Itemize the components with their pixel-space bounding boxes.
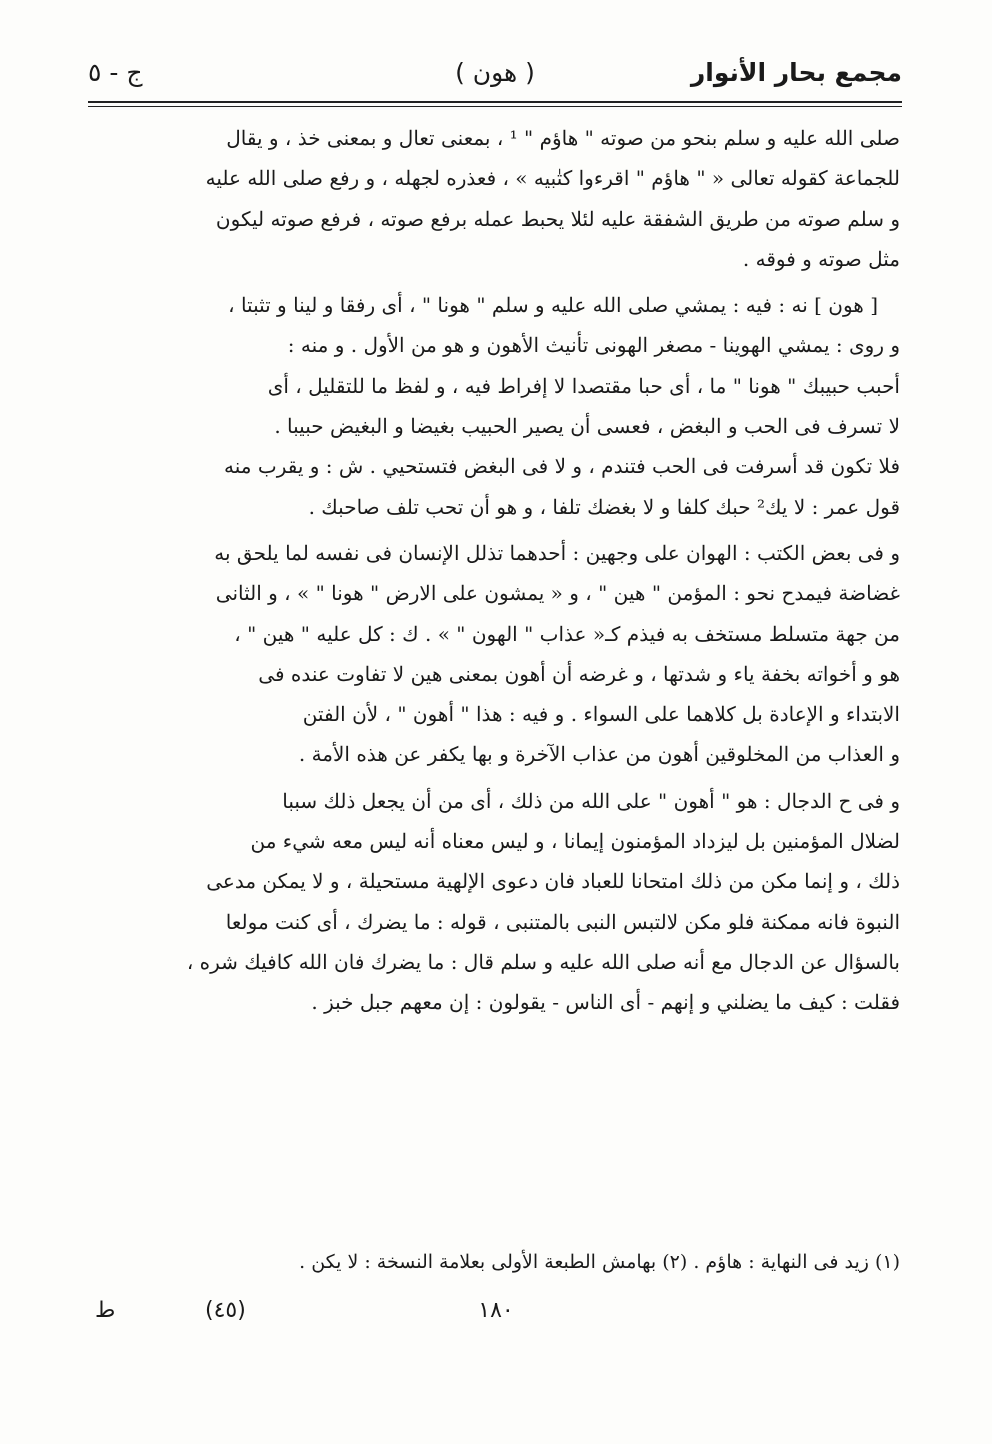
text-line: و فى بعض الكتب : الهوان على وجهين : أحدهما تذلل الإنسان فى نفسه لما يلحق به bbox=[214, 540, 900, 565]
text-line: الابتداء و الإعادة بل كلاهما على السواء . و فيه : هذا " أهون " ، لأن الفتن bbox=[302, 702, 900, 727]
body-text bbox=[92, 118, 900, 1023]
text-line: ذلك ، و إنما مكن من ذلك امتحانا للعباد فان دعوى الإلهية مستحيلة ، و لا يمكن مدعى bbox=[206, 869, 900, 894]
paragraph bbox=[92, 118, 900, 279]
text-line: بالسؤال عن الدجال مع أنه صلى الله عليه و سلم قال : ما يضرك فان الله كافيك شره ، bbox=[186, 949, 900, 974]
text-line: و روى : يمشي الهوينا - مصغر الهونى تأنيث الأهون و هو من الأول . و منه : bbox=[287, 333, 900, 358]
running-header bbox=[88, 52, 902, 96]
printer-mark: ط bbox=[95, 1298, 116, 1323]
paragraph bbox=[92, 285, 900, 527]
text-line: صلى الله عليه و سلم بنحو من صوته " هاؤم " ¹ ، بمعنى تعال و بمعنى خذ ، و يقال bbox=[226, 126, 900, 150]
text-line: النبوة فانه ممكنة فلو مكن لالتبس النبى بالمتنبى ، قوله : ما يضرك ، أى كنت مولعا bbox=[225, 909, 900, 934]
text-line: للجماعة كقوله تعالى « " هاؤم " اقرءوا كتٰبيه » ، فعذره لجهله ، و رفع صلى الله عليه bbox=[205, 166, 900, 191]
text-line: قول عمر : لا يك² حبك كلفا و لا بغضك تلفا ، و هو أن تحب تلف صاحبك . bbox=[308, 494, 900, 519]
entry-heading-line: [ هون ] نه : فيه : يمشي صلى الله عليه و سلم " هونا " ، أى رفقا و لينا و تثبتا ، bbox=[228, 293, 878, 318]
text-line: لضلال المؤمنين بل ليزداد المؤمنون إيمانا ، و ليس معناه أنه ليس معه شيء من bbox=[250, 829, 900, 854]
paragraph bbox=[92, 781, 900, 1023]
text-line: لا تسرف فى الحب و البغض ، فعسى أن يصير الحبيب بغيضا و البغيض حبيبا . bbox=[274, 414, 900, 439]
page-number: ١٨٠ bbox=[478, 1298, 514, 1323]
volume-label: ج - ٥ bbox=[88, 58, 143, 87]
text-line: غضاضة فيمدح نحو : المؤمن " هين " ، و « يمشون على الارض " هونا " » ، و الثانى bbox=[215, 581, 900, 606]
book-title: مجمع بحار الأنوار bbox=[690, 58, 902, 87]
text-line: و فى ح الدجال : هو " أهون " على الله من ذلك ، أى من أن يجعل ذلك سببا bbox=[282, 788, 900, 813]
text-line: هو و أخواته بخفة ياء و شدتها ، و غرضه أن أهون بمعنى هين لا تفاوت عنده فى bbox=[258, 661, 900, 686]
text-line: و العذاب من المخلوقين أهون من عذاب الآخرة و بها يكفر عن هذه الأمة . bbox=[298, 742, 900, 767]
text-line: فلا تكون قد أسرفت فى الحب فتندم ، و لا فى البغض فتستحيي . ش : و يقرب منه bbox=[224, 454, 900, 479]
signature-number: (٤٥) bbox=[205, 1298, 246, 1323]
page-footer bbox=[95, 1298, 897, 1338]
text-line: و سلم صوته من طريق الشفقة عليه لئلا يحبط عمله برفع صوته ، فرفع صوته ليكون bbox=[215, 206, 900, 231]
text-line: من جهة متسلط مستخف به فيذم كـ« عذاب " الهون " » . ك : كل عليه " هين " ، bbox=[234, 621, 900, 646]
headword-title: ( هون ) bbox=[455, 58, 535, 87]
paragraph bbox=[92, 533, 900, 775]
header-rule-thick bbox=[88, 101, 902, 103]
text-line: مثل صوته و فوقه . bbox=[742, 246, 900, 271]
text-line: أحبب حبيبك " هونا " ما ، أى حبا مقتصدا لا إفراط فيه ، و لفظ ما للتقليل ، أى bbox=[267, 373, 900, 398]
text-line: فقلت : كيف ما يضلني و إنهم - أى الناس - يقولون : إن معهم جبل خبز . bbox=[311, 990, 900, 1015]
header-rule-thin bbox=[88, 106, 902, 107]
footnote: (١) زيد فى النهاية : هاؤم . (٢) بهامش الطبعة الأولى بعلامة النسخة : لا يكن . bbox=[299, 1251, 900, 1273]
